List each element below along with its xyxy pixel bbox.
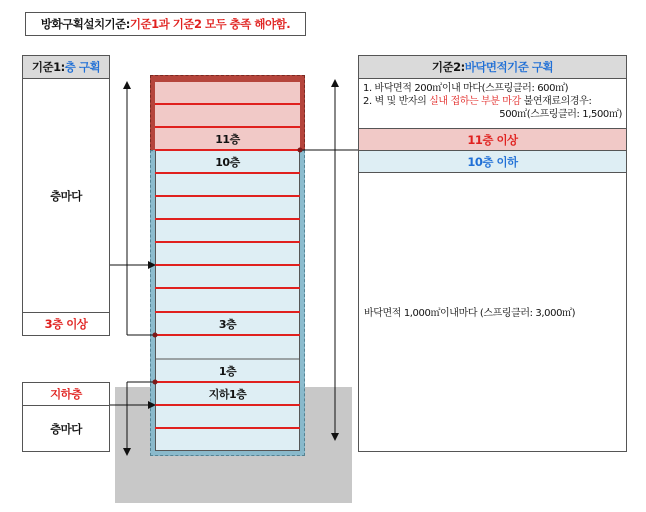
- floor-lines: [155, 104, 300, 428]
- criterion1-basement: 지하층: [22, 382, 110, 406]
- criterion2-description: [358, 78, 627, 129]
- criterion2-line3: 500㎡(스프링클러: 1,500㎡): [499, 109, 622, 120]
- criterion1-basement-per-floor: 층마다: [22, 405, 110, 452]
- criterion1-header: 기준1: 층 구획: [22, 55, 110, 79]
- criterion2-body: [358, 172, 627, 452]
- floor-label-3: 3층: [218, 318, 237, 331]
- criterion2-header: 기준2: 바닥면적기준 구획: [358, 55, 627, 79]
- floor-label-11: 11층: [215, 133, 240, 146]
- criterion2-rule-low: 바닥면적 1,000㎡이내마다 (스프링클러: 3,000㎡): [364, 308, 576, 319]
- criterion2-line1: 1. 바닥면적 200㎡이내 마다(스프링클러: 600㎡): [363, 83, 569, 94]
- floor-label-10: 10층: [215, 156, 240, 169]
- floor-label-1: 1층: [218, 365, 237, 378]
- criterion1-per-floor: 층마다: [22, 78, 110, 313]
- criterion2-above11: 11층 이상: [358, 128, 627, 151]
- criterion2-below10: 10층 이하: [358, 150, 627, 173]
- criterion1-above3: 3층 이상: [22, 312, 110, 336]
- floor-label-b1: 지하1층: [208, 388, 247, 401]
- criterion2-line2: 2. 벽 및 반자의 실내 접하는 부분 마감 불연재료의경우:: [363, 96, 592, 107]
- page-title: 방화구획설치기준: 기준1과 기준2 모두 충족 해야함.: [25, 12, 306, 36]
